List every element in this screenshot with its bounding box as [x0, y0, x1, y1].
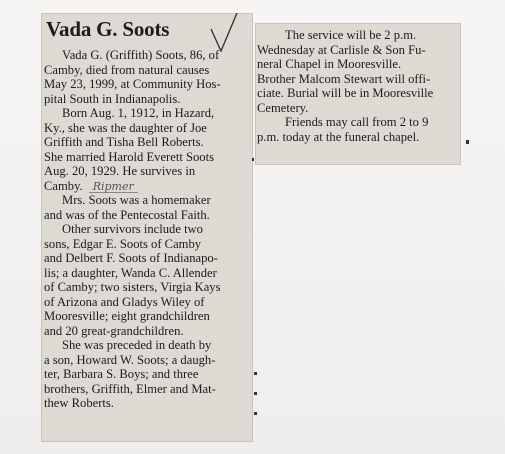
handwritten-annotation: Ripmer [89, 181, 138, 193]
text-line: lis; a daughter, Wanda C. Allender [44, 265, 217, 280]
text-line: and was of the Pentecostal Faith. [44, 207, 210, 222]
text-line: Aug. 20, 1929. He survives in [44, 164, 196, 178]
print-dot [466, 140, 469, 144]
text-line: p.m. today at the funeral chapel. [257, 129, 420, 144]
text-line: Other survivors include two [62, 222, 203, 236]
text-line: pital South in Indianapolis. [44, 91, 181, 106]
text-line: Born Aug. 1, 1912, in Hazard, [62, 106, 215, 120]
obituary-headline: Vada G. Soots [46, 17, 170, 41]
text-line: Brother Malcom Stewart will offi- [257, 71, 431, 86]
text-line: Griffith and Tisha Bell Roberts. [44, 135, 204, 149]
obituary-clipping-right [255, 23, 461, 165]
text-line-with-signature [44, 179, 250, 194]
obituary-clipping-left [41, 13, 253, 442]
print-dot [252, 158, 254, 161]
text-line: Mooresville; eight grandchildren [44, 309, 210, 323]
text-line: Ky., she was the daughter of Joe [44, 120, 207, 135]
obituary-body-left [44, 48, 250, 411]
print-dot [254, 372, 257, 375]
text-line: Mrs. Soots was a homemaker [62, 193, 211, 207]
text-line: sons, Edgar E. Soots of Camby [44, 236, 202, 251]
text-line: Wednesday at Carlisle & Son Fu- [257, 42, 426, 57]
print-dot [254, 412, 257, 415]
text-line: She was preceded in death by [62, 338, 212, 352]
text-line: and Delbert F. Soots of Indianapo- [44, 251, 218, 265]
text-line: Camby, died from natural causes [44, 62, 210, 77]
text-line: of Arizona and Gladys Wiley of [44, 294, 205, 309]
text-line: Camby. [44, 178, 83, 193]
text-line: thew Roberts. [44, 396, 114, 410]
text-line: of Camby; two sisters, Virgia Kays [44, 280, 221, 294]
text-line: ciate. Burial will be in Mooresville [257, 86, 434, 100]
text-line: ter, Barbara S. Boys; and three [44, 367, 199, 381]
text-line: brothers, Griffith, Elmer and Mat- [44, 381, 216, 396]
text-line: Cemetery. [257, 100, 309, 115]
text-line: and 20 great-grandchildren. [44, 323, 184, 338]
text-line: Friends may call from 2 to 9 [285, 115, 429, 129]
text-line: The service will be 2 p.m. [285, 28, 417, 42]
text-line: May 23, 1999, at Community Hos- [44, 77, 221, 91]
print-dot [254, 392, 257, 395]
text-line: a son, Howard W. Soots; a daugh- [44, 352, 216, 367]
text-line: neral Chapel in Mooresville. [257, 57, 402, 71]
text-line: Vada G. (Griffith) Soots, 86, of [62, 48, 220, 62]
obituary-body-right [257, 28, 461, 144]
text-line: She married Harold Everett Soots [44, 149, 214, 164]
